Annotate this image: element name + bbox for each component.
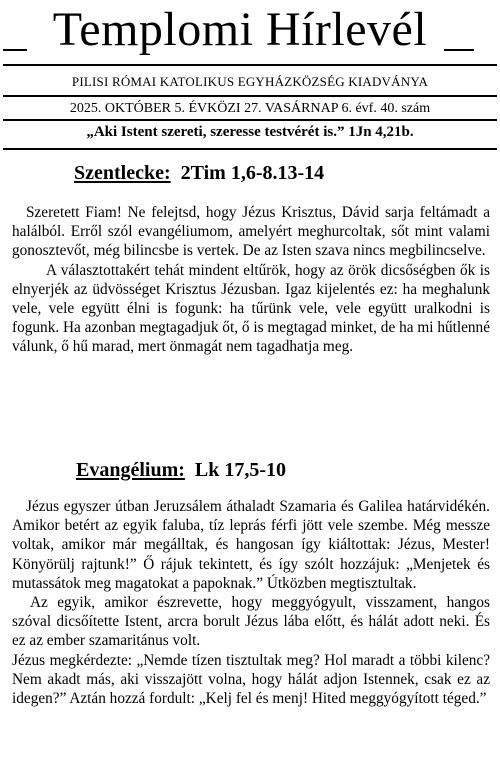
reading-paragraph: A választottakért tehát mindent eltűrök, hogy az örök dicsőségben ők is elnyerjék az üdvösséget Krisztus Jézusban. Igaz kijelentés ez: ha meghalunk vele, vele együtt élni is fogunk: ha tűrünk vele, vele együtt uralkodni is fogunk. Ha azonban megtagadjuk őt, ő is megtagad minket, de ha mi hűtlenné válunk, ő hű marad, mert önmagát nem tagadhatja meg. [12, 261, 490, 356]
gospel-text [12, 497, 490, 708]
title-rule-left [3, 49, 27, 51]
gospel-paragraph: Jézus egyszer útban Jeruzsálem áthaladt Szamaria és Galilea határvidékén. Amikor betért az egyik faluba, tíz leprás férfi jött vele szembe. Még messze voltak, amikor már megálltak, és hangosan így kiáltottak: Jézus, Mester! Könyörülj rajtunk!” Ő rájuk tekintett, és így szólt hozzájuk: „Menjetek és mutassátok meg magatokat a papoknak.” Útközben megtisztultak. [12, 498, 490, 592]
masthead [0, 0, 500, 60]
issue-dateline: 2025. OKTÓBER 5. ÉVKÖZI 27. VASÁRNAP 6. évf. 40. szám [69, 101, 431, 116]
newsletter-title: Templomi Hírlevél [52, 3, 428, 56]
issue-motto: „Aki Istent szereti, szeresse testvérét is.” 1Jn 4,21b. [86, 124, 414, 140]
reading-paragraph: Szeretett Fiam! Ne felejtsd, hogy Jézus Krisztus, Dávid sarja feltámadt a halálból. Erről szól evangéliumom, amelyért meghurcoltak, sőt mint valami gonosztevőt, még bilincsbe is vertek. De az Isten szava nincs megbilincselve. [12, 204, 490, 260]
subtitle-rule [3, 95, 497, 97]
newsletter-subtitle: PILISI RÓMAI KATOLIKUS EGYHÁZKÖZSÉG KIADVÁNYA [71, 74, 429, 89]
gospel-label: Evangélium: [76, 459, 185, 481]
motto-rule [3, 148, 497, 150]
gospel-reference: Lk 17,5-10 [194, 459, 287, 481]
gospel-heading [76, 459, 286, 482]
dateline-rule [3, 119, 497, 121]
gospel-paragraph: Jézus megkérdezte: „Nemde tízen tisztultak meg? Hol maradt a többi kilenc? Nem akadt más, aki visszajött volna, hogy hálát adjon Istennek, csak ez az idegen?” Aztán hozzá fordult: „Kelj fel és menj! Hited meggyógyított téged.” [12, 651, 490, 708]
masthead-rule [3, 64, 497, 66]
reading-reference: 2Tim 1,6-8.13-14 [180, 162, 325, 184]
reading-heading [74, 162, 324, 185]
gospel-paragraph: Az egyik, amikor észrevette, hogy meggyógyult, visszament, hangos szóval dicsőítette Istent, arcra borult Jézus lába előtt, és hálát adott neki. És ez az ember szamaritánus volt. [12, 594, 490, 650]
title-rule-right [444, 49, 474, 51]
reading-text [12, 203, 490, 357]
reading-label: Szentlecke: [74, 162, 171, 184]
